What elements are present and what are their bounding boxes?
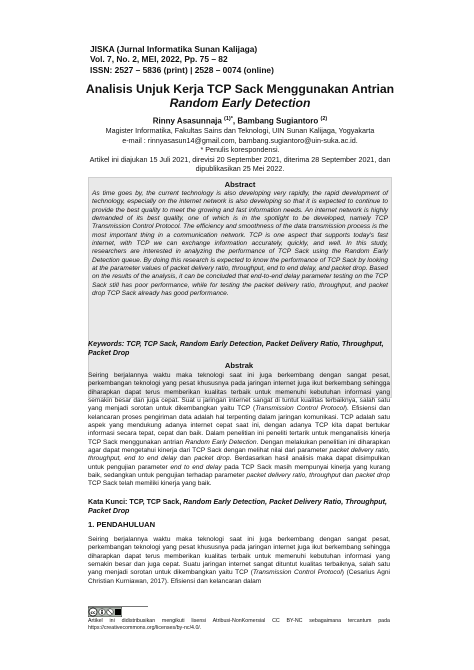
journal-name: JISKA (Jurnal Informatika Sunan Kalijaga) [90,44,258,54]
author-2-mark: (2) [320,116,328,122]
introduction-text: Seiring berjalannya waktu maka teknologi saat ini juga berkembang dengan sangat pesat, perkembangan teknologi yang pesat khususnya pada jaringan internet juga ikut berkembang sehingga diharapkan dapat terus memberikan kualitas terbaik untuk memenuhi kebutuhan informasi yang semakin besar dan juga cepat. Suatu jaringan internet sangat dituntut kualitas terbaiknya, salah satu yang menjadi sorotan untuk dikembangkan yaitu TCP (Transmission Control Protocol) (Cesarius Agni Christian Kurniawan, 2017). Efisiensi dan kelancaran dalam [88,536,390,585]
license-footer: Artikel ini didistribusikan mengikuti lisensi Atribusi-NonKomersial CC BY-NC sebagaimana tercantum pada https://creativecommons.org/licenses/by-nc/4.0/. [88,618,390,631]
paper-title-main: Analisis Unjuk Kerja TCP Sack Menggunakan Antrian [85,82,395,96]
author-1-mark: (1)* [224,116,233,122]
author-separator: , Bambang Sugiantoro [232,116,321,126]
abstract-text: As time goes by, the current technology is also developing very rapidly, the rapid development of technology, especially on the internet network is also developing so that it is expected to continue to provide the best quality to meet the growing and fast information needs. An internet network is highly demanded of its best quality, one of which is in the spotlight to be developed, namely TCP Transmission Control Protocol. The efficiency and smoothness of the data transmission process is the most important thing in a communication network. TCP is one aspect that supports today's fast internet, with TCP we can exchange information accurately, quickly, and well. In this study, researchers are interested in analyzing the performance of TCP Sack using the Random Early Detection queue. By doing this research is expected to know the performance of TCP Sack by looking at the parameter values of packet delivery ratio, throughput, end to end delay, and packet drop. Based on the results of the analysis, it can be concluded that end-to-end delay parameter testing on the TCP Sack still has poor performance, while for testing the packet delivery ratio, throughput, and packet drop TCP Sack already has good performance. [92,190,388,298]
paper-title-italic: Random Early Detection [169,96,311,110]
cc-by-nc-license-icon [88,607,122,617]
email-line: e-mail : rinnyasasun14@gmail.com, bambang.sugiantoro@uin-suka.ac.id. [122,135,358,145]
cc-badge-text: cc [90,609,96,615]
paper-title [70,82,410,110]
correspondence-note: * Penulis korespondensi. [200,145,280,155]
abstract-heading: Abstract [224,180,256,189]
affiliation-line: Magister Informatika, Fakultas Sains dan Teknologi, UIN Sunan Kalijaga, Yogyakarta [105,126,375,135]
section-heading: 1. PENDAHULUAN [88,520,156,529]
journal-issn: ISSN: 2527 – 5836 (print) | 2528 – 0074 (online) [90,64,274,75]
keywords: Keywords: TCP, TCP Sack, Random Early Detection, Packet Delivery Ratio, Throughput, Packet Drop [88,340,384,357]
publication-date: dipublikasikan 25 Mei 2022. [195,164,285,174]
author-1: Rinny Asasunnaja [152,116,225,126]
journal-header [90,44,390,75]
journal-volume: Vol. 7, No. 2, MEI, 2022, Pp. 75 – 82 [90,54,228,65]
kata-kunci: Kata Kunci: TCP, TCP Sack, Random Early Detection, Packet Delivery Ratio, Throughput, Packet Drop [88,498,387,515]
abstrak-heading: Abstrak [224,361,254,370]
submission-dates: Artikel ini diajukan 15 Juli 2021, direvisi 20 September 2021, diterima 28 September 2021, dan [89,154,391,164]
affiliation-block [70,126,410,174]
abstrak-text: Seiring berjalannya waktu maka teknologi saat ini juga berkembang dengan sangat pesat, perkembangan teknologi yang pesat khususnya pada jaringan internet juga ikut berkembang sehingga diharapkan dapat terus memberikan kualitas terbaik untuk memenuhi kebutuhan informasi yang semakin besar dan juga cepat. Suat u jaringan internet sangat di tuntut kualitas terbaiknya, salah satu yang menjadi sorotan untuk dikembangkan yaitu TCP (Transmission Control Protocol). Efisiensi dan kelancaran proses pengiriman data adalah hal terpenting dalam jaringan komunikasi. TCP adalah satu aspek yang mendukung adanya internet cepat saat ini, dengan adanya TCP kita dapat bertukar informasi secara tepat, cepat dan baik. Dalam penelitian ini peneliti tertarik untuk menganalisis kinerja TCP Sack menggunakan antrian Random Early Detection. Dengan melakukan penelitian ini diharapkan agar dapat mengetahui kinerja dari TCP Sack dengan melihat nilai dari parameter packet delivery ratio, throughput, end to end delay dan packet drop. Berdasarkan hasil analisis maka dapat disimpulkan untuk pengujian parameter end to end delay pada TCP Sack masih mempunyai kinerja yang kurang baik, sedangkan untuk pengujian terhadap parameter packet delivery ratio, throughput dan packet drop TCP Sack telah memiliki kinerja yang baik. [88,372,391,488]
author-list [70,116,410,126]
